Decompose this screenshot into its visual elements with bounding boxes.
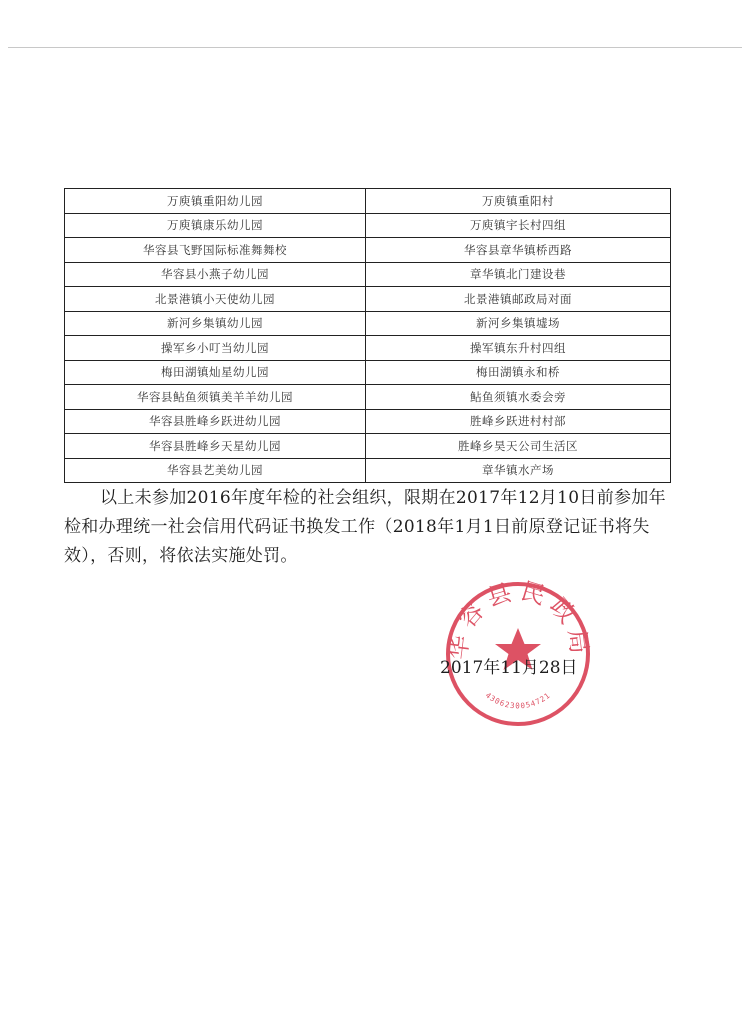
org-name-cell: 北景港镇小天使幼儿园: [65, 287, 366, 312]
org-name-cell: 华容县艺美幼儿园: [65, 458, 366, 483]
org-address-cell: 北景港镇邮政局对面: [366, 287, 671, 312]
org-address-cell: 操军镇东升村四组: [366, 336, 671, 361]
org-name-cell: 华容县飞野国际标准舞舞校: [65, 238, 366, 263]
org-name-cell: 操军乡小叮当幼儿园: [65, 336, 366, 361]
notice-paragraph: [64, 484, 674, 571]
table-row: [65, 311, 671, 336]
issue-date: 2017年11月28日: [440, 658, 578, 678]
org-name-cell: 华容县胜峰乡天星幼儿园: [65, 434, 366, 459]
org-name-cell: 万庾镇康乐幼儿园: [65, 213, 366, 238]
org-address-cell: 万庾镇重阳村: [366, 189, 671, 214]
org-address-cell: 新河乡集镇墟场: [366, 311, 671, 336]
org-name-cell: 新河乡集镇幼儿园: [65, 311, 366, 336]
org-address-cell: 章华镇北门建设巷: [366, 262, 671, 287]
table-row: [65, 409, 671, 434]
table-row: [65, 189, 671, 214]
org-name-cell: 梅田湖镇灿星幼儿园: [65, 360, 366, 385]
org-address-cell: 章华镇水产场: [366, 458, 671, 483]
page-top-rule: [8, 47, 742, 48]
org-name-cell: 华容县胜峰乡跃进幼儿园: [65, 409, 366, 434]
org-address-cell: 万庾镇宇长村四组: [366, 213, 671, 238]
org-address-cell: 梅田湖镇永和桥: [366, 360, 671, 385]
table-row: [65, 287, 671, 312]
table-row: [65, 213, 671, 238]
table-row: [65, 336, 671, 361]
seal-name-text: 华容县民政局: [443, 578, 594, 662]
org-address-cell: 胜峰乡昊天公司生活区: [366, 434, 671, 459]
org-address-cell: 华容县章华镇桥西路: [366, 238, 671, 263]
organization-table-body: [65, 189, 671, 483]
org-name-cell: 万庾镇重阳幼儿园: [65, 189, 366, 214]
org-name-cell: 华容县鲇鱼须镇美羊羊幼儿园: [65, 385, 366, 410]
org-address-cell: 胜峰乡跃进村村部: [366, 409, 671, 434]
table-row: [65, 385, 671, 410]
table-row: [65, 434, 671, 459]
seal-serial-text: 4306230054721: [483, 690, 553, 711]
org-name-cell: 华容县小燕子幼儿园: [65, 262, 366, 287]
table-row: [65, 360, 671, 385]
notice-text: 以上未参加2016年度年检的社会组织，限期在2017年12月10日前参加年检和办理统一社会信用代码证书换发工作（2018年1月1日前原登记证书将失效），否则，将依法实施处罚。: [64, 488, 666, 566]
table-row: [65, 458, 671, 483]
table-row: [65, 262, 671, 287]
org-address-cell: 鲇鱼须镇水委会旁: [366, 385, 671, 410]
table-row: [65, 238, 671, 263]
organization-table: [64, 188, 671, 483]
